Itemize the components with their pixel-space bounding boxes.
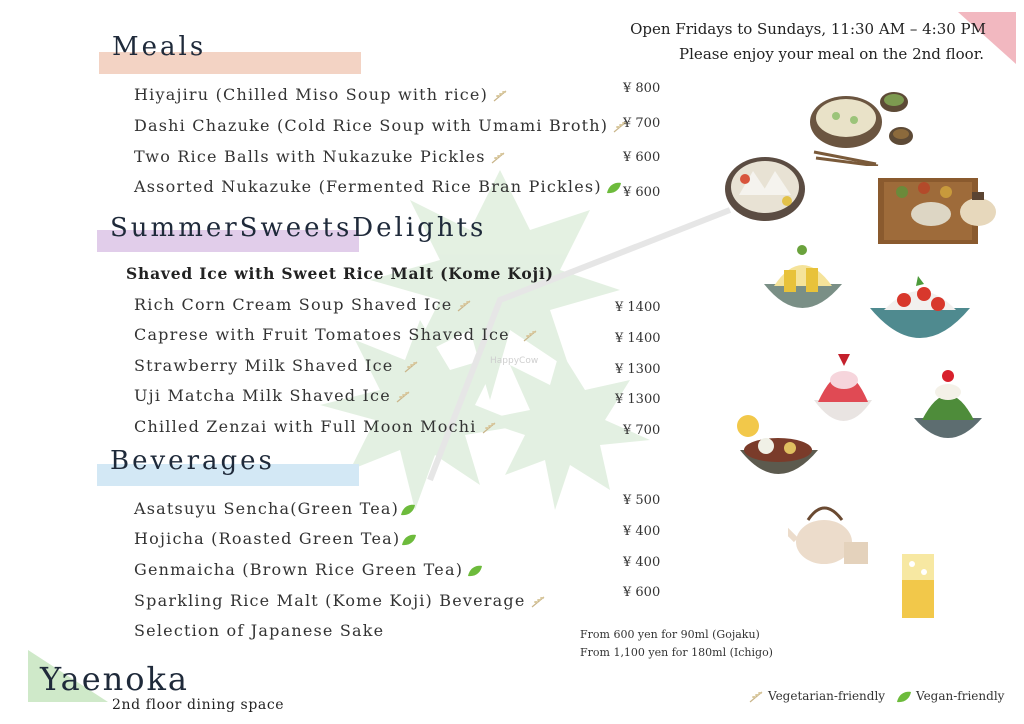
legend-vegetarian	[748, 689, 885, 703]
wheat-sprig-icon	[748, 691, 764, 703]
wheat-sprig-icon	[522, 330, 538, 342]
teapot-illustration	[788, 496, 872, 572]
sweet-item	[134, 386, 411, 405]
sake-note: From 600 yen for 90ml (Gojaku)	[580, 628, 760, 641]
sweets-heading: SummerSweetsDelights	[110, 213, 487, 243]
meal-price: ¥ 800	[623, 81, 661, 96]
sweet-price: ¥ 1300	[615, 392, 661, 407]
rice-balls-plate-illustration	[723, 153, 809, 223]
meal-price: ¥ 700	[623, 116, 661, 131]
meal-item	[134, 177, 622, 196]
item-name: Uji Matcha Milk Shaved Ice	[134, 386, 391, 405]
beverage-item	[134, 560, 483, 579]
item-name: Strawberry Milk Shaved Ice	[134, 356, 394, 375]
item-name: Hiyajiru (Chilled Miso Soup with rice)	[134, 85, 489, 104]
matcha-shaved-ice-illustration	[910, 366, 986, 448]
pickles-tray-illustration	[876, 170, 1000, 250]
beverage-price: ¥ 400	[623, 524, 661, 539]
brand-tagline: 2nd floor dining space	[112, 697, 285, 713]
meal-item	[134, 116, 628, 135]
wheat-sprig-icon	[490, 152, 506, 164]
green-leaf-icon	[896, 691, 912, 703]
beverage-item	[134, 529, 417, 548]
item-name: Rich Corn Cream Soup Shaved Ice	[134, 295, 453, 314]
item-name: Dashi Chazuke (Cold Rice Soup with Umami Broth)	[134, 116, 609, 135]
floor-note: Please enjoy your meal on the 2nd floor.	[679, 45, 984, 63]
beverage-price: ¥ 600	[623, 585, 661, 600]
green-leaf-icon	[606, 182, 622, 194]
hiyajiru-bowl-illustration	[806, 86, 916, 166]
item-name: Sparkling Rice Malt (Kome Koji) Beverage	[134, 591, 526, 610]
green-leaf-icon	[467, 565, 483, 577]
meal-item	[134, 85, 508, 104]
meal-price: ¥ 600	[623, 150, 661, 165]
opening-hours: Open Fridays to Sundays, 11:30 AM – 4:30 PM	[630, 20, 986, 38]
sweet-item	[134, 325, 538, 344]
beverage-price: ¥ 400	[623, 555, 661, 570]
wheat-sprig-icon	[492, 90, 508, 102]
beverage-item	[134, 591, 546, 610]
sweet-item	[134, 356, 419, 375]
sweet-price: ¥ 1400	[615, 300, 661, 315]
meal-item	[134, 147, 506, 166]
sweet-price: ¥ 1300	[615, 362, 661, 377]
item-name: Caprese with Fruit Tomatoes Shaved Ice	[134, 325, 510, 344]
wheat-sprig-icon	[395, 391, 411, 403]
item-name: Selection of Japanese Sake	[134, 621, 385, 640]
sparkling-drink-illustration	[898, 550, 938, 622]
happycow-watermark: HappyCow	[490, 356, 539, 366]
beverage-item	[134, 621, 384, 640]
legend-vegan	[896, 689, 1004, 703]
green-leaf-icon	[400, 504, 416, 516]
sweet-price: ¥ 1400	[615, 331, 661, 346]
green-leaf-icon	[401, 534, 417, 546]
wheat-sprig-icon	[481, 422, 497, 434]
wheat-sprig-icon	[456, 300, 472, 312]
beverages-heading: Beverages	[110, 446, 275, 476]
sweets-subtitle: Shaved Ice with Sweet Rice Malt (Kome Koji)	[126, 264, 554, 283]
corn-shaved-ice-illustration	[760, 240, 846, 324]
sake-note: From 1,100 yen for 180ml (Ichigo)	[580, 646, 773, 659]
caprese-shaved-ice-illustration	[868, 272, 972, 352]
wheat-sprig-icon	[403, 361, 419, 373]
item-name: Two Rice Balls with Nukazuke Pickles	[134, 147, 486, 166]
brand-name: Yaenoka	[40, 660, 189, 698]
sweet-price: ¥ 700	[623, 423, 661, 438]
beverage-price: ¥ 500	[623, 493, 661, 508]
zenzai-bowl-illustration	[736, 412, 822, 484]
meals-heading: Meals	[112, 32, 207, 62]
item-name: Genmaicha (Brown Rice Green Tea)	[134, 560, 464, 579]
item-name: Assorted Nukazuke (Fermented Rice Bran Pickles)	[134, 177, 602, 196]
meal-price: ¥ 600	[623, 185, 661, 200]
legend-label: Vegetarian-friendly	[768, 689, 886, 703]
legend-label: Vegan-friendly	[916, 689, 1005, 703]
sweet-item	[134, 295, 472, 314]
sweet-item	[134, 417, 497, 436]
item-name: Hojicha (Roasted Green Tea)	[134, 529, 401, 548]
item-name: Chilled Zenzai with Full Moon Mochi	[134, 417, 477, 436]
beverage-item	[134, 499, 416, 518]
item-name: Asatsuyu Sencha(Green Tea)	[134, 499, 400, 518]
wheat-sprig-icon	[530, 596, 546, 608]
